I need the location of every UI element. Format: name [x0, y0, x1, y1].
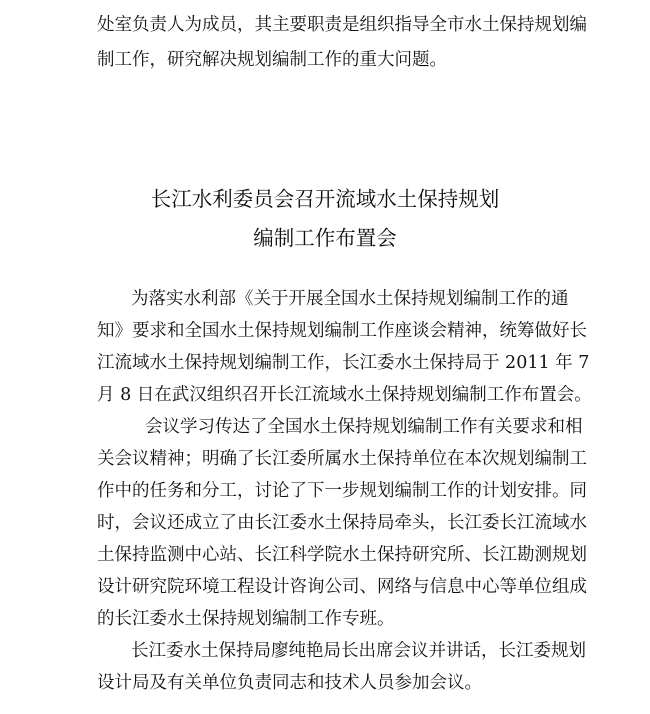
title-line: 长江水利委员会召开流域水土保持规划	[150, 187, 500, 211]
text-line: 制工作，研究解决规划编制工作的重大问题。	[97, 50, 447, 70]
text-line: 知》要求和全国水土保持规划编制工作座谈会精神，统筹做好长	[97, 321, 587, 341]
text-line: 土保持监测中心站、长江科学院水土保持研究所、长江勘测规划	[97, 545, 587, 565]
title-line: 编制工作布置会	[253, 226, 397, 250]
text-line: 处室负责人为成员，其主要职责是组织指导全市水土保持规划编	[97, 15, 587, 35]
text-line: 关会议精神；明确了长江委所属水土保持单位在本次规划编制工	[97, 449, 587, 469]
text-line: 月 8 日在武汉组织召开长江流域水土保持规划编制工作布置会。	[97, 385, 592, 405]
text-line: 设计研究院环境工程设计咨询公司、网络与信息中心等单位组成	[97, 577, 587, 597]
text-line: 长江委水土保持局廖纯艳局长出席会议并讲话，长江委规划	[131, 641, 586, 661]
text-line: 会议学习传达了全国水土保持规划编制工作有关要求和相	[145, 417, 583, 437]
text-line: 设计局及有关单位负责同志和技术人员参加会议。	[97, 673, 482, 693]
text-line: 时，会议还成立了由长江委水土保持局牵头，长江委长江流域水	[97, 513, 587, 533]
text-line: 为落实水利部《关于开展全国水土保持规划编制工作的通	[131, 289, 569, 309]
text-line: 江流域水土保持规划编制工作，长江委水土保持局于 2011 年 7	[97, 353, 590, 373]
text-line: 作中的任务和分工，讨论了下一步规划编制工作的计划安排。同	[97, 481, 587, 501]
text-line: 的长江委水土保持规划编制工作专班。	[97, 609, 395, 629]
